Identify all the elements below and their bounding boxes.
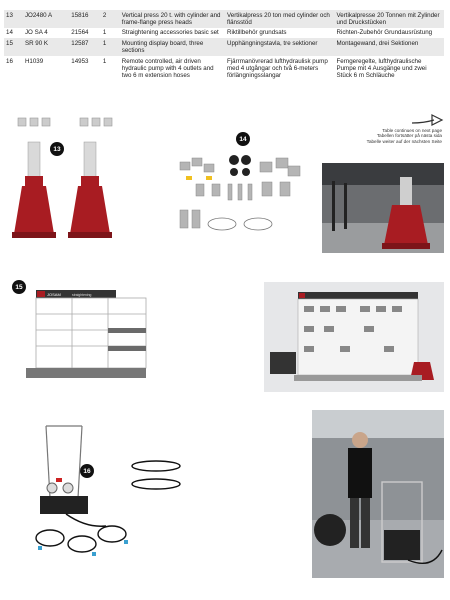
cell-number: 12587 — [71, 39, 89, 47]
cell-swedish: Riktillbehör grundsats — [227, 29, 287, 37]
note-line-de: Tabelle weiter auf der nächsten Seite — [366, 138, 442, 144]
cell-qty: 1 — [102, 39, 107, 47]
arrow-right-icon — [410, 112, 444, 128]
note-line-sv: Tabellen fortsätter på nästa sida — [376, 133, 442, 139]
cell-german: Montagewand, drei Sektionen — [336, 39, 419, 47]
accessories-image — [176, 148, 306, 243]
vertical-press-image — [8, 112, 138, 252]
cell-swedish: Upphängningstavla, tre sektioner — [227, 39, 318, 47]
cell-code: JO2480 A — [24, 11, 53, 19]
cell-english: Remote controlled, air driven hydraulic pump with 4 outlets and two 6 m extension hoses — [121, 57, 214, 80]
spec-table — [4, 10, 444, 81]
table-row — [4, 28, 444, 38]
cell-number: 21564 — [71, 29, 89, 37]
technician-photo — [312, 410, 444, 578]
board-subtitle: straightening — [72, 293, 92, 297]
cell-number: 15816 — [71, 11, 89, 19]
cell-pos: 13 — [6, 11, 13, 19]
table-row — [4, 56, 444, 81]
board-logo: JOSAM — [47, 292, 61, 297]
table-row — [4, 10, 444, 28]
cell-code: H1039 — [24, 57, 44, 65]
table-row — [4, 38, 444, 56]
cell-german: Ferngeregelte, lufthydraulische Pumpe mit 4 Ausgänge und zwei Stück 6 m Schläuche — [336, 57, 427, 80]
item-badge-14: 14 — [236, 132, 250, 146]
cell-english: Straightening accessories basic set — [121, 29, 219, 37]
item-badge-15: 15 — [12, 280, 26, 294]
equipped-board-photo — [264, 282, 444, 392]
cell-german: Richten-Zubehör Grundausrüstung — [336, 29, 433, 37]
cell-pos: 15 — [6, 39, 13, 47]
cell-english: Mounting display board, three sections — [121, 39, 204, 55]
cell-code: JO SA 4 — [24, 29, 48, 37]
cell-number: 14953 — [71, 57, 89, 65]
cell-pos: 16 — [6, 57, 13, 65]
note-line-en: Table continues on next page — [382, 128, 442, 133]
cell-code: SR 90 K — [24, 39, 48, 47]
item-badge-13: 13 — [50, 142, 64, 156]
cell-swedish: Vertikalpress 20 ton med cylinder och flänsstöd — [227, 11, 330, 26]
item-badge-16: 16 — [80, 464, 94, 478]
cell-swedish: Fjärrmanövrerad lufthydraulisk pump med 4 utgångar och två 6-meters förlängningsslangar — [227, 57, 328, 80]
cell-german: Vertikalpresse 20 Tonnen mit Zylinder und Druckstücken — [336, 11, 440, 26]
continue-note — [350, 128, 442, 144]
mounting-board-image — [22, 284, 150, 394]
hydraulic-pump-image — [26, 418, 196, 568]
press-in-use-photo — [322, 163, 444, 253]
cell-qty: 1 — [102, 57, 107, 65]
cell-qty: 2 — [102, 11, 107, 19]
cell-pos: 14 — [6, 29, 13, 37]
cell-qty: 1 — [102, 29, 107, 37]
cell-english: Vertical press 20 t. with cylinder and frame-flange press heads — [121, 11, 221, 26]
